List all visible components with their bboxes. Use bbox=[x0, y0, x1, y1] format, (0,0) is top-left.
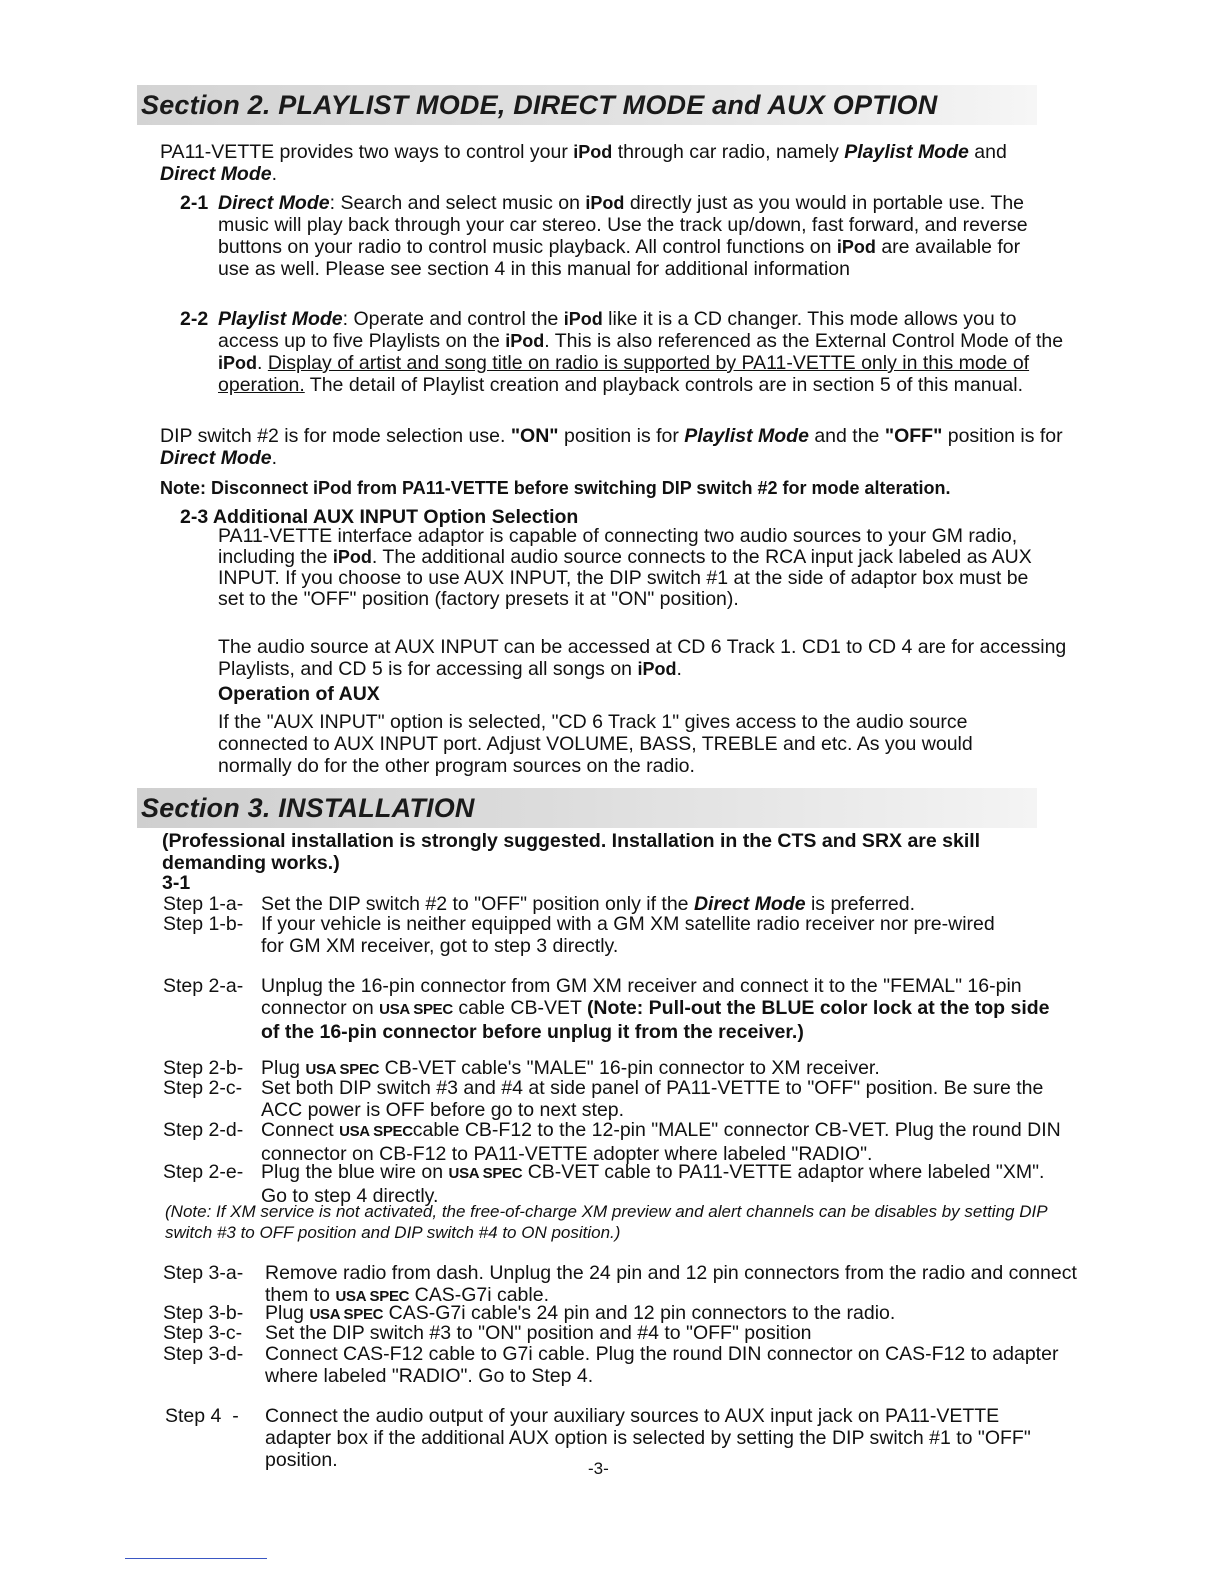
step-label: Step 3-c- bbox=[163, 1322, 243, 1344]
para-text: . bbox=[676, 658, 682, 680]
professional-installation-note: (Professional installation is strongly suggested. Installation in the CTS and SRX are skill demanding works.) bbox=[162, 830, 981, 874]
ipod-word: iPod bbox=[563, 309, 603, 329]
ipod-word: iPod bbox=[637, 659, 677, 679]
item-2-1-text bbox=[218, 192, 1050, 280]
operation-of-aux-text: If the "AUX INPUT" option is selected, "CD 6 Track 1" gives access to the audio source connected to AUX INPUT port. Adjust VOLUME, BASS, TREBLE and etc. As you would normally do for the other program sources on the radio. bbox=[218, 711, 973, 777]
playlist-mode-term: Playlist Mode bbox=[844, 141, 969, 163]
step-text-part: cable CB-VET bbox=[452, 997, 587, 1019]
playlist-mode-term: Playlist Mode bbox=[218, 308, 343, 330]
ipod-word: iPod bbox=[585, 193, 625, 213]
step-text bbox=[261, 975, 1061, 1043]
step-label: Step 4 - bbox=[165, 1405, 239, 1427]
intro-text: and bbox=[968, 141, 1007, 163]
step-text bbox=[261, 893, 1061, 915]
para-text: PA11-VETTE interface adaptor is capable of connecting two audio sources to your GM radio, including the bbox=[218, 525, 1018, 568]
ipod-word: iPod bbox=[573, 142, 613, 162]
item-text: like it is a CD changer. This mode allows you to access up to five Playlists on the bbox=[218, 308, 1017, 352]
blue-lock-note: (Note: Pull-out the BLUE color lock at the top side of the 16-pin connector before unplug it from the receiver.) bbox=[261, 997, 1050, 1043]
direct-mode-term: Direct Mode bbox=[160, 163, 272, 185]
dip-switch-2-info bbox=[160, 425, 1065, 469]
xm-service-note: (Note: If XM service is not activated, the free-of-charge XM preview and alert channels can be disables by setting DIP switch #3 to OFF position and DIP switch #4 to ON position.) bbox=[165, 1202, 1047, 1242]
item-text: : Search and select music on bbox=[329, 192, 586, 214]
step-text-part: CB-VET cable's "MALE" 16-pin connector to XM receiver. bbox=[379, 1057, 880, 1079]
step-text bbox=[261, 913, 1021, 957]
step-label: Step 3-a- bbox=[163, 1262, 244, 1284]
step-label: Step 1-b- bbox=[163, 913, 244, 935]
usa-spec-logo: USA SPEC bbox=[335, 1288, 410, 1305]
item-2-3-heading: 2-3 Additional AUX INPUT Option Selection bbox=[180, 506, 579, 528]
step-label: Step 3-d- bbox=[163, 1343, 244, 1365]
usa-spec-logo: USA SPEC bbox=[448, 1165, 523, 1182]
step-text-part: Plug bbox=[261, 1057, 306, 1079]
dip-text: DIP switch #2 is for mode selection use. bbox=[160, 425, 511, 447]
dip-text: and the bbox=[808, 425, 885, 447]
section-2-intro bbox=[160, 141, 1040, 185]
usa-spec-logo: USA SPEC bbox=[305, 1061, 380, 1078]
para-text: The audio source at AUX INPUT can be accessed at CD 6 Track 1. CD1 to CD 4 are for accessing Playlists, and CD 5 is for accessing all songs on bbox=[218, 636, 1067, 680]
note-text: from PA11-VETTE before switching DIP switch #2 for mode alteration. bbox=[352, 478, 951, 498]
usa-spec-logo: USA SPEC bbox=[339, 1123, 413, 1140]
step-text-part: cable CB-F12 to the 12-pin "MALE" connector CB-VET. Plug the round DIN connector on CB-F12 to PA11-VETTE adopter where labeled "RADIO". bbox=[261, 1119, 1061, 1165]
step-label: Step 2-b- bbox=[163, 1057, 244, 1079]
section-3-heading bbox=[137, 788, 1037, 828]
step-label: Step 2-a- bbox=[163, 975, 244, 997]
section-2-title: Section 2. PLAYLIST MODE, DIRECT MODE and AUX OPTION bbox=[141, 90, 938, 120]
item-text: . This is also referenced as the External Control Mode of the bbox=[544, 330, 1064, 352]
ipod-word: iPod bbox=[505, 331, 545, 351]
intro-text: PA11-VETTE provides two ways to control your bbox=[160, 141, 574, 163]
item-text: are available for use as well. Please see section 4 in this manual for additional information bbox=[218, 236, 1021, 280]
para-text: . The additional audio source connects to the RCA input jack labeled as AUX INPUT. If you choose to use AUX INPUT, the DIP switch #1 at the side of adaptor box must be set to the "OFF" position (factory presets it at "ON" position). bbox=[218, 546, 1032, 610]
underlined-text: Display of artist and song title on radio is supported by PA11-VETTE only in this mode of operation. bbox=[218, 352, 1030, 396]
section-3-title: Section 3. INSTALLATION bbox=[141, 793, 475, 823]
item-number: 2-2 bbox=[180, 308, 209, 330]
step-text: Connect CAS-F12 cable to G7i cable. Plug the round DIN connector on CAS-F12 to adapter where labeled "RADIO". Go to Step 4. bbox=[265, 1343, 1059, 1387]
direct-mode-term: Direct Mode bbox=[218, 192, 330, 214]
step-label: Step 1-a- bbox=[163, 893, 244, 915]
step-text-part: CB-VET cable to PA11-VETTE adaptor where labeled "XM". Go to step 4 directly. bbox=[261, 1161, 1045, 1207]
step-text-part: Unplug the 16-pin connector from GM XM receiver and connect it to the "FEMAL" 16-pin connector on bbox=[261, 975, 1022, 1019]
step-text: Connect the audio output of your auxiliary sources to AUX input jack on PA11-VETTE adapter box if the additional AUX option is selected by setting the DIP switch #1 to "OFF" position. bbox=[265, 1405, 1031, 1471]
step-text-part: Plug the blue wire on bbox=[261, 1161, 449, 1183]
step-text bbox=[261, 1119, 1083, 1165]
operation-of-aux-heading: Operation of AUX bbox=[218, 683, 380, 705]
item-text: . bbox=[257, 352, 268, 374]
disconnect-note bbox=[160, 477, 1060, 499]
item-2-2-text bbox=[218, 308, 1068, 396]
usa-spec-logo: USA SPEC bbox=[309, 1306, 384, 1323]
direct-mode-term: Direct Mode bbox=[160, 447, 272, 469]
footer-rule bbox=[125, 1558, 267, 1559]
step-text: Set both DIP switch #3 and #4 at side panel of PA11-VETTE to "OFF" position. Be sure the ACC power is OFF before go to next step. bbox=[261, 1077, 1044, 1121]
item-text: directly just as you would in portable use. The music will play back through your car stereo. Use the track up/down, fast forward, and reverse buttons on your radio to control music playback. All control functions on bbox=[218, 192, 1028, 258]
step-label: Step 2-e- bbox=[163, 1161, 244, 1183]
dip-text: position is for bbox=[942, 425, 1063, 447]
direct-mode-term: Direct Mode bbox=[693, 893, 806, 915]
usa-spec-logo: USA SPEC bbox=[379, 1001, 453, 1018]
item-number: 2-1 bbox=[180, 192, 209, 214]
step-text-part: CAS-G7i cable's 24 pin and 12 pin connectors to the radio. bbox=[383, 1302, 896, 1324]
intro-text: through car radio, namely bbox=[612, 141, 845, 163]
step-text-part: If your vehicle is neither equipped with a GM XM satellite radio receiver nor pre-wired for GM XM receiver, got to step 3 directly. bbox=[261, 913, 995, 957]
dip-text: position is for bbox=[558, 425, 685, 447]
step-text-part: Set the DIP switch #2 to "OFF" position only if the bbox=[261, 893, 694, 915]
section-2-heading bbox=[137, 85, 1037, 125]
step-text-part: is preferred. bbox=[805, 893, 916, 915]
step-text: Set the DIP switch #3 to "ON" position and #4 to "OFF" position bbox=[265, 1322, 812, 1344]
item-2-3-para-1 bbox=[218, 526, 1048, 610]
intro-text: . bbox=[271, 163, 278, 185]
item-text: The detail of Playlist creation and playback controls are in section 5 of this manual. bbox=[304, 374, 1024, 396]
page-number: -3- bbox=[588, 1459, 609, 1478]
step-label: Step 2-c- bbox=[163, 1077, 243, 1099]
ipod-word: iPod bbox=[218, 353, 257, 373]
on-term: "ON" bbox=[510, 425, 559, 447]
item-text: : Operate and control the bbox=[342, 308, 564, 330]
note-text: Note: Disconnect bbox=[160, 478, 314, 498]
step-label: Step 2-d- bbox=[163, 1119, 244, 1141]
ipod-word: iPod bbox=[313, 478, 353, 498]
step-text-part: Remove radio from dash. Unplug the 24 pin and 12 pin connectors from the radio and connect them to bbox=[265, 1262, 1077, 1306]
step-text-part: Plug bbox=[265, 1302, 310, 1324]
playlist-mode-term: Playlist Mode bbox=[684, 425, 809, 447]
step-text-part: Connect bbox=[261, 1119, 340, 1141]
ipod-word: iPod bbox=[332, 547, 372, 567]
sub-3-1: 3-1 bbox=[162, 872, 191, 894]
dip-text: . bbox=[271, 447, 278, 469]
step-label: Step 3-b- bbox=[163, 1302, 244, 1324]
step-text-part: CAS-G7i cable. bbox=[409, 1284, 549, 1306]
off-term: "OFF" bbox=[884, 425, 943, 447]
item-2-3-para-2 bbox=[218, 636, 1078, 680]
ipod-word: iPod bbox=[836, 237, 876, 257]
